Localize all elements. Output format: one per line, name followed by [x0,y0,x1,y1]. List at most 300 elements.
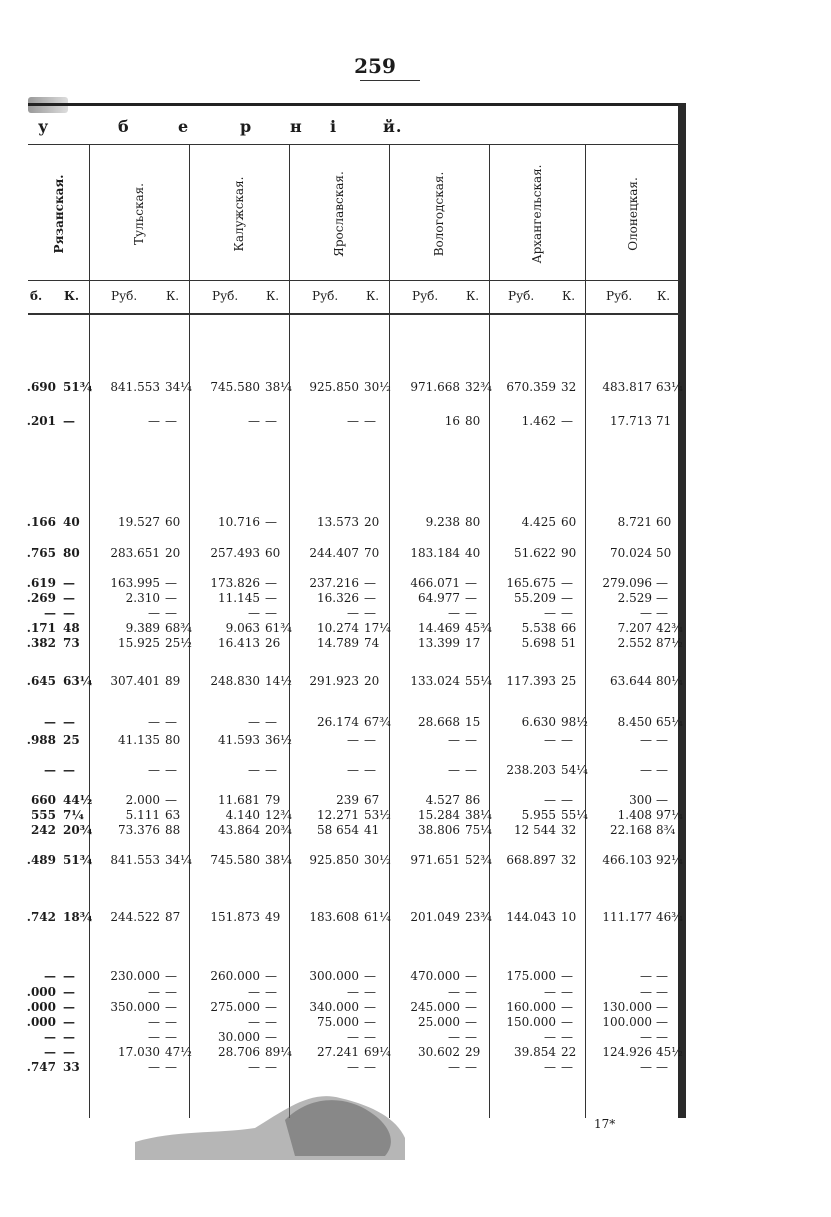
cell-rub: — [347,606,359,620]
cell-rub: — [44,1030,56,1044]
heading-letter: у [38,117,50,136]
cell-kop: 48 [63,621,80,635]
cell-rub: — [640,733,652,747]
cell-rub: — [148,763,160,777]
cell-rub: 13.573 [317,515,359,529]
cell-rub: 2.552 [617,636,652,650]
unit-rub: Руб. [312,289,339,303]
cell-kop: — [561,576,573,590]
cell-kop: 60 [656,515,672,529]
cell-rub: — [544,793,556,807]
page-stain [135,1090,410,1160]
cell-rub: 239 [336,793,359,807]
cell-kop: 17¼ [364,621,391,635]
cell-kop: — [561,969,573,983]
cell-rub: .619 [26,576,56,590]
unit-rub: б. [30,289,43,303]
cell-kop: — [165,576,177,590]
cell-kop: — [465,969,477,983]
cell-rub: — [148,1060,160,1074]
cell-kop: — [165,1030,177,1044]
cell-rub: 17.030 [118,1045,160,1059]
cell-rub: — [248,1015,260,1029]
cell-kop: — [165,1015,177,1029]
cell-rub: 165.675 [506,576,556,590]
cell-rub: 9.238 [425,515,460,529]
cell-kop: 15 [465,715,481,729]
unit-rub: Руб. [412,289,439,303]
cell-kop: 90 [561,546,577,560]
cell-kop: 80 [63,546,80,560]
cell-rub: — [248,414,260,428]
cell-rub: .000 [26,1015,56,1029]
cell-kop: — [561,733,573,747]
cell-rub: — [347,733,359,747]
cell-rub: 28.706 [218,1045,260,1059]
cell-kop: 32 [561,823,577,837]
cell-kop: — [465,576,477,590]
cell-kop: 38¼ [265,853,292,867]
column-divider [89,144,90,1118]
cell-kop: — [165,985,177,999]
cell-kop: 71 [656,414,672,428]
cell-rub: 151.873 [210,910,260,924]
cell-rub: 12.271 [317,808,359,822]
cell-rub: 9.063 [225,621,260,635]
cell-kop: 49 [265,910,281,924]
cell-kop: 30½ [364,853,391,867]
cell-rub: — [448,985,460,999]
cell-kop: — [165,1000,177,1014]
cell-rub: 668.897 [506,853,556,867]
cell-kop: 88 [165,823,181,837]
cell-kop: — [165,715,177,729]
cell-rub: 238.203 [506,763,556,777]
cell-kop: 29 [465,1045,481,1059]
cell-kop: 55¼ [465,674,492,688]
cell-rub: 841.553 [110,853,160,867]
cell-kop: — [561,1015,573,1029]
cell-rub: 4.425 [521,515,556,529]
cell-rub: 350.000 [110,1000,160,1014]
column-divider [585,144,586,1118]
cell-kop: 74 [364,636,380,650]
cell-rub: 15.284 [418,808,460,822]
cell-kop: — [364,763,376,777]
cell-rub: — [347,985,359,999]
cell-rub: 73.376 [118,823,160,837]
cell-rub: 925.850 [309,853,359,867]
cell-kop: 80 [465,515,481,529]
cell-rub: 12 544 [514,823,556,837]
cell-rub: — [448,1060,460,1074]
cell-rub: 470.000 [410,969,460,983]
cell-rub: 183.608 [309,910,359,924]
cell-rub: 10.274 [317,621,359,635]
cell-kop: — [465,763,477,777]
cell-kop: 41 [364,823,380,837]
cell-kop: 46¾ [656,910,683,924]
cell-rub: 745.580 [210,380,260,394]
cell-kop: 38¼ [265,380,292,394]
cell-rub: — [148,606,160,620]
cell-kop: 65¼ [656,715,683,729]
cell-rub: 100.000 [602,1015,652,1029]
cell-kop: 36½ [265,733,292,747]
cell-kop: — [265,414,277,428]
cell-kop: 25½ [165,636,192,650]
cell-kop: — [656,576,668,590]
cell-rub: 51.622 [514,546,556,560]
cell-kop: — [561,1000,573,1014]
cell-kop: — [561,591,573,605]
cell-rub: — [44,763,56,777]
cell-rub: 971.651 [410,853,460,867]
cell-rub: 2.310 [125,591,160,605]
cell-rub: — [640,969,652,983]
cell-kop: 60 [165,515,181,529]
cell-rub: — [148,414,160,428]
heading-letter: й. [383,117,403,136]
cell-kop: 7¼ [63,808,84,822]
cell-rub: — [44,606,56,620]
cell-kop: 42¾ [656,621,683,635]
cell-kop: — [63,414,75,428]
cell-rub: 38.806 [418,823,460,837]
cell-rub: — [248,763,260,777]
cell-rub: 58 654 [317,823,359,837]
cell-rub: 8.721 [617,515,652,529]
units-rule [28,313,680,315]
cell-kop: — [364,733,376,747]
cell-kop: — [63,1030,75,1044]
cell-rub: 307.401 [110,674,160,688]
cell-rub: 183.184 [410,546,460,560]
cell-kop: 79 [265,793,281,807]
cell-rub: 1.408 [617,808,652,822]
cell-kop: — [465,733,477,747]
cell-kop: — [265,515,277,529]
cell-kop: — [265,576,277,590]
cell-rub: — [148,985,160,999]
cell-kop: 53½ [364,808,391,822]
cell-rub: 175.000 [506,969,556,983]
column-header-arkhangelskaya: Архангельская. [530,164,544,264]
cell-kop: 45½ [656,1045,683,1059]
heading-letter: б [118,117,130,136]
cell-rub: 163.995 [110,576,160,590]
cell-rub: 6.630 [521,715,556,729]
cell-rub: .166 [26,515,56,529]
cell-rub: — [640,985,652,999]
cell-rub: .000 [26,985,56,999]
cell-rub: — [347,1060,359,1074]
cell-rub: 841.553 [110,380,160,394]
heading-letter: і [330,117,338,136]
cell-kop: — [656,969,668,983]
cell-rub: 22.168 [610,823,652,837]
cell-rub: .000 [26,1000,56,1014]
cell-rub: 745.580 [210,853,260,867]
cell-rub: .269 [26,591,56,605]
cell-rub: — [44,969,56,983]
cell-rub: 2.529 [617,591,652,605]
cell-kop: — [265,1030,277,1044]
cell-rub: 466.103 [602,853,652,867]
cell-rub: 28.668 [418,715,460,729]
unit-rub: Руб. [606,289,633,303]
unit-kop: К. [657,289,671,303]
cell-kop: 34¼ [165,380,192,394]
cell-rub: 971.668 [410,380,460,394]
cell-rub: .765 [26,546,56,560]
cell-rub: .742 [26,910,56,924]
cell-rub: — [640,606,652,620]
cell-rub: — [640,763,652,777]
cell-rub: 111.177 [602,910,652,924]
cell-kop: — [265,1060,277,1074]
table-top-border [28,103,686,106]
cell-rub: 2.000 [125,793,160,807]
cell-kop: — [63,763,75,777]
cell-rub: — [248,606,260,620]
column-header-kaluzhskaya: Калужская. [232,176,246,252]
cell-rub: 4.140 [225,808,260,822]
cell-rub: — [544,606,556,620]
cell-kop: 47½ [165,1045,192,1059]
cell-rub: — [448,1030,460,1044]
cell-rub: 466.071 [410,576,460,590]
cell-rub: 133.024 [410,674,460,688]
cell-kop: — [656,1030,668,1044]
cell-rub: 279.096 [602,576,652,590]
cell-rub: 283.651 [110,546,160,560]
cell-rub: .645 [26,674,56,688]
cell-kop: 68¾ [165,621,192,635]
cell-rub: 275.000 [210,1000,260,1014]
cell-rub: 26.174 [317,715,359,729]
cell-rub: 16 [444,414,460,428]
cell-rub: 16.326 [317,591,359,605]
cell-rub: .382 [26,636,56,650]
cell-rub: 7.207 [617,621,652,635]
cell-kop: — [364,606,376,620]
cell-rub: 660 [30,793,56,807]
heading-letter: е [178,117,190,136]
cell-rub: — [544,1030,556,1044]
cell-kop: 23¾ [465,910,492,924]
cell-rub: 13.399 [418,636,460,650]
cell-rub: 260.000 [210,969,260,983]
cell-kop: 87 [165,910,181,924]
cell-kop: 17 [465,636,481,650]
cell-rub: 70.024 [610,546,652,560]
cell-rub: 248.830 [210,674,260,688]
cell-kop: — [561,985,573,999]
cell-kop: — [561,606,573,620]
cell-kop: — [63,715,75,729]
cell-rub: — [248,1060,260,1074]
column-header-olonetskaya: Олонецкая. [625,177,640,251]
cell-kop: — [656,793,668,807]
cell-kop: 52¾ [465,853,492,867]
cell-rub: 11.681 [218,793,260,807]
cell-kop: 55¼ [561,808,588,822]
cell-kop: 70 [364,546,380,560]
cell-kop: — [165,793,177,807]
cell-kop: 32 [561,853,577,867]
cell-rub: — [448,606,460,620]
cell-kop: 33 [63,1060,80,1074]
cell-rub: .747 [26,1060,56,1074]
cell-rub: — [640,1030,652,1044]
cell-kop: 67 [364,793,380,807]
cell-rub: 244.522 [110,910,160,924]
cell-kop: 18¾ [63,910,93,924]
cell-kop: 51¾ [63,380,93,394]
unit-kop: К. [64,289,80,303]
cell-rub: 555 [30,808,56,822]
cell-rub: 130.000 [602,1000,652,1014]
cell-rub: 30.000 [218,1030,260,1044]
cell-kop: — [63,1045,75,1059]
cell-rub: — [44,715,56,729]
cell-kop: 97¼ [656,808,683,822]
cell-kop: — [465,591,477,605]
cell-kop: — [364,591,376,605]
cell-kop: — [656,591,668,605]
page-number: 259 [354,54,396,78]
cell-rub: 64.977 [418,591,460,605]
cell-kop: 20 [364,674,380,688]
cell-kop: 86 [465,793,481,807]
cell-rub: .171 [26,621,56,635]
cell-kop: — [63,606,75,620]
cell-kop: 20¾ [63,823,93,837]
cell-kop: 63¼ [656,380,683,394]
cell-kop: 51¾ [63,853,93,867]
cell-rub: 5.955 [521,808,556,822]
cell-kop: 8¾ [656,823,676,837]
cell-rub: 237.216 [309,576,359,590]
cell-rub: 55.209 [514,591,556,605]
cell-rub: 244.407 [309,546,359,560]
cell-rub: 291.923 [309,674,359,688]
cell-kop: 92¼ [656,853,683,867]
column-header-tulskaya: Тульская. [132,183,146,245]
cell-rub: 160.000 [506,1000,556,1014]
cell-rub: 1.462 [521,414,556,428]
cell-rub: — [544,733,556,747]
cell-rub: 201.049 [410,910,460,924]
column-header-yaroslavskaya: Ярославская. [332,171,346,257]
cell-kop: — [63,1000,75,1014]
cell-kop: — [165,606,177,620]
cell-rub: 11.145 [218,591,260,605]
cell-rub: .489 [26,853,56,867]
cell-rub: 124.926 [602,1045,652,1059]
cell-rub: 670.359 [506,380,556,394]
page-number-rule [360,80,420,81]
cell-rub: 257.493 [210,546,260,560]
cell-rub: — [248,985,260,999]
cell-kop: 50 [656,546,672,560]
cell-rub: 5.111 [125,808,160,822]
header-rule [28,144,680,145]
cell-kop: — [465,606,477,620]
cell-kop: — [364,969,376,983]
cell-kop: — [561,1030,573,1044]
cell-rub: 14.789 [317,636,359,650]
cell-kop: 80 [165,733,181,747]
cell-kop: 54¼ [561,763,588,777]
cell-rub: .988 [26,733,56,747]
cell-rub: — [248,715,260,729]
signature-mark: 17* [594,1117,616,1131]
cell-rub: 27.241 [317,1045,359,1059]
cell-kop: 20 [364,515,380,529]
cell-rub: .690 [26,380,56,394]
cell-kop: — [656,1060,668,1074]
cell-rub: 117.393 [506,674,556,688]
cell-kop: — [265,1015,277,1029]
cell-rub: 8.450 [617,715,652,729]
cell-kop: — [656,763,668,777]
cell-kop: 14½ [265,674,292,688]
cell-kop: — [656,1015,668,1029]
cell-rub: 19.527 [118,515,160,529]
cell-kop: — [63,969,75,983]
cell-kop: — [656,733,668,747]
cell-kop: 20¾ [265,823,292,837]
cell-kop: 45¾ [465,621,492,635]
cell-kop: 38¼ [465,808,492,822]
cell-rub: 300 [629,793,652,807]
cell-kop: — [63,591,75,605]
cell-rub: 245.000 [410,1000,460,1014]
cell-rub: 41.593 [218,733,260,747]
cell-rub: — [148,715,160,729]
cell-kop: 10 [561,910,577,924]
cell-rub: 41.135 [118,733,160,747]
cell-kop: — [63,985,75,999]
cell-kop: 22 [561,1045,577,1059]
cell-kop: — [364,1015,376,1029]
cell-rub: 39.854 [514,1045,556,1059]
unit-kop: К. [562,289,576,303]
cell-kop: — [63,1015,75,1029]
cell-rub: — [347,1030,359,1044]
cell-kop: — [465,985,477,999]
cell-rub: 14.469 [418,621,460,635]
cell-kop: 73 [63,636,80,650]
cell-kop: — [656,1000,668,1014]
heading-letter: н [290,117,303,136]
cell-kop: — [364,1000,376,1014]
cell-rub: — [640,1060,652,1074]
cell-kop: 26 [265,636,281,650]
cell-kop: 25 [561,674,577,688]
unit-kop: К. [466,289,480,303]
unit-kop: К. [366,289,380,303]
cell-rub: 43.864 [218,823,260,837]
cell-kop: 20 [165,546,181,560]
cell-rub: 242 [30,823,56,837]
cell-rub: — [347,414,359,428]
cell-rub: — [148,1030,160,1044]
cell-rub: 17.713 [610,414,652,428]
cell-rub: — [44,1045,56,1059]
